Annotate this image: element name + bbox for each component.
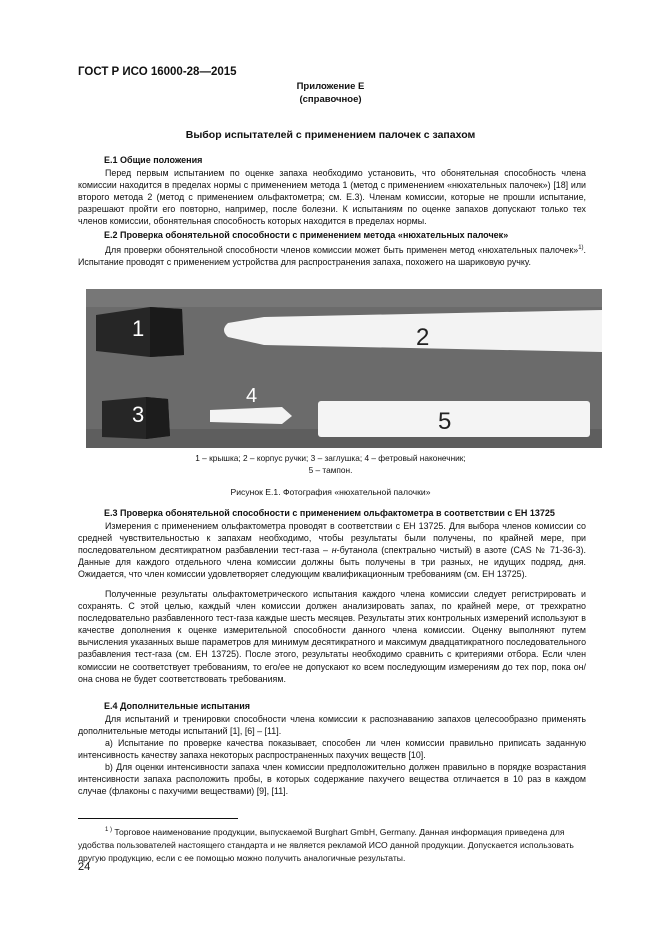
e3-text-part1: Измерения с применением ольфактометра проводят в соответствии с ЕН 13725. Для выбора членов комиссии со средней чувствительностью к запахам необходимо, чтобы результаты были получены, по крайней мере, при последовательном десятикратном разбавлении тест-газа – — [78, 521, 586, 556]
annex-kind: (справочное) — [299, 94, 362, 105]
standard-designation: ГОСТ Р ИСО 16000-28—2015 — [78, 66, 237, 78]
section-e3-heading: Е.3 Проверка обонятельной способности с применением ольфактометра в соответствии с ЕН 13725 — [104, 508, 555, 518]
felt-tip-shape — [210, 407, 292, 424]
footnote-reference: 1) — [578, 245, 584, 251]
footnote-mark: 1 ) — [105, 827, 113, 833]
section-e3-paragraph-1 — [78, 520, 586, 580]
figure-legend-line1: 1 – крышка; 2 – корпус ручки; 3 – заглушка; 4 – фетровый наконечник; — [195, 453, 466, 463]
e3-text-italic: н — [331, 545, 337, 556]
footnote-separator — [78, 818, 238, 819]
section-e4-heading: Е.4 Дополнительные испытания — [104, 701, 251, 711]
section-e4-paragraph-1: Для испытаний и тренировки способности члена комиссии к распознаванию запахов целесообразно применять дополнительные методы испытаний [1], [6] – [11]. — [78, 714, 586, 737]
e2-text-part2: . Испытание проводят с применением устройства для распространения запаха, похожего на шариковую ручку. — [78, 244, 586, 268]
figure-label-3: 3 — [132, 402, 145, 427]
footnote-text: Торговое наименование продукции, выпускаемой Burghart GmbH, Germany. Данная информация приведена для удобства пользователей настоящего стандарта и не является рекламой ИСО данной продукции. Допускается использовать другую продукцию, если с ее помощью можно получить аналогичные результаты. — [78, 826, 574, 863]
page-number: 24 — [78, 861, 91, 873]
figure-label-2: 2 — [416, 324, 430, 351]
section-e1-heading: Е.1 Общие положения — [104, 155, 203, 165]
section-e2-paragraph — [78, 242, 586, 268]
swab-shape — [318, 401, 590, 437]
figure-legend-line2: 5 – тампон. — [308, 465, 353, 475]
annex-heading: Выбор испытателей с применением палочек с запахом — [185, 129, 476, 141]
footnote — [78, 824, 586, 865]
section-e4-item-b: b) Для оценки интенсивности запаха член комиссии предположительно должен правильно в порядке возрастания интенсивности запаха расположить пробы, в которых содержание пахучего вещества отличается в 10 раз в каждом случае (флаконы с пахучими веществами) [9], [11]. — [78, 762, 586, 797]
figure-label-4: 4 — [246, 385, 258, 407]
figure-label-5: 5 — [438, 408, 452, 435]
annex-title: Приложение Е — [296, 81, 365, 92]
section-e4-item-a: a) Испытание по проверке качества показывает, способен ли член комиссии правильно приписать заданную интенсивность качеству запаха некоторых распространенных пахучих веществ [10]. — [78, 738, 586, 761]
sniffin-stick-photo — [86, 289, 602, 448]
section-e3-paragraph-2: Полученные результаты ольфактометрического испытания каждого члена комиссии следует регистрировать и сохранять. С этой целью, каждый член комиссии должен анализировать запах, по крайней мере, от трехкратно последовательно разбавленного тест-газа каждые шесть месяцев. Результаты этих контрольных измерений используют в качестве дополнения к оценке измерительной способности данного члена комиссии. Оценку выполняют путем вычисления указанных выше параметров для минимум десятикратного и максимум двадцатикратного последовательного разбавления тест-газа (см. ЕН 13725). После этого, результаты необходимо сравнить с критериями отбора. Если член комиссии не соответствует требованиям, то его/ее не допускают ко всем последующим измерениям до тех пор, пока он/она снова не будет соответствовать требованиям. — [78, 589, 586, 684]
e2-text-part1: Для проверки обонятельной способности членов комиссии может быть применен метод «нюхательных палочек» — [105, 244, 579, 255]
figure-label-1: 1 — [132, 316, 145, 341]
section-e1-paragraph: Перед первым испытанием по оценке запаха необходимо установить, что обонятельная способность члена комиссии находится в пределах нормы с применением метода 1 (метод с применением «нюхательных палочек») [18] или второго метода 2 (метод с применением ольфактометра; см. Е.3). Членам комиссии, которые не прошли испытание, разрешают пройти его повторно, например, после болезни. К испытаниям по оценке запахов допускают только тех членов комиссии, обонятельная способность которых находится в пределах нормы. — [78, 168, 586, 227]
e3-text-part2: -бутанола (спектрально чистый) в азоте (CAS № 71-36-3). Данные для каждого отдельного члена комиссии должны быть получены в три разных, не идущих подряд, дня. Ожидается, что член комиссии удовлетворяет следующим квалификационным требованиям (см. ЕН 13725). — [78, 545, 586, 580]
section-e2-heading: Е.2 Проверка обонятельной способности с применением метода «нюхательных палочек» — [104, 230, 509, 240]
figure-title: Рисунок Е.1. Фотография «нюхательной палочки» — [230, 487, 431, 497]
